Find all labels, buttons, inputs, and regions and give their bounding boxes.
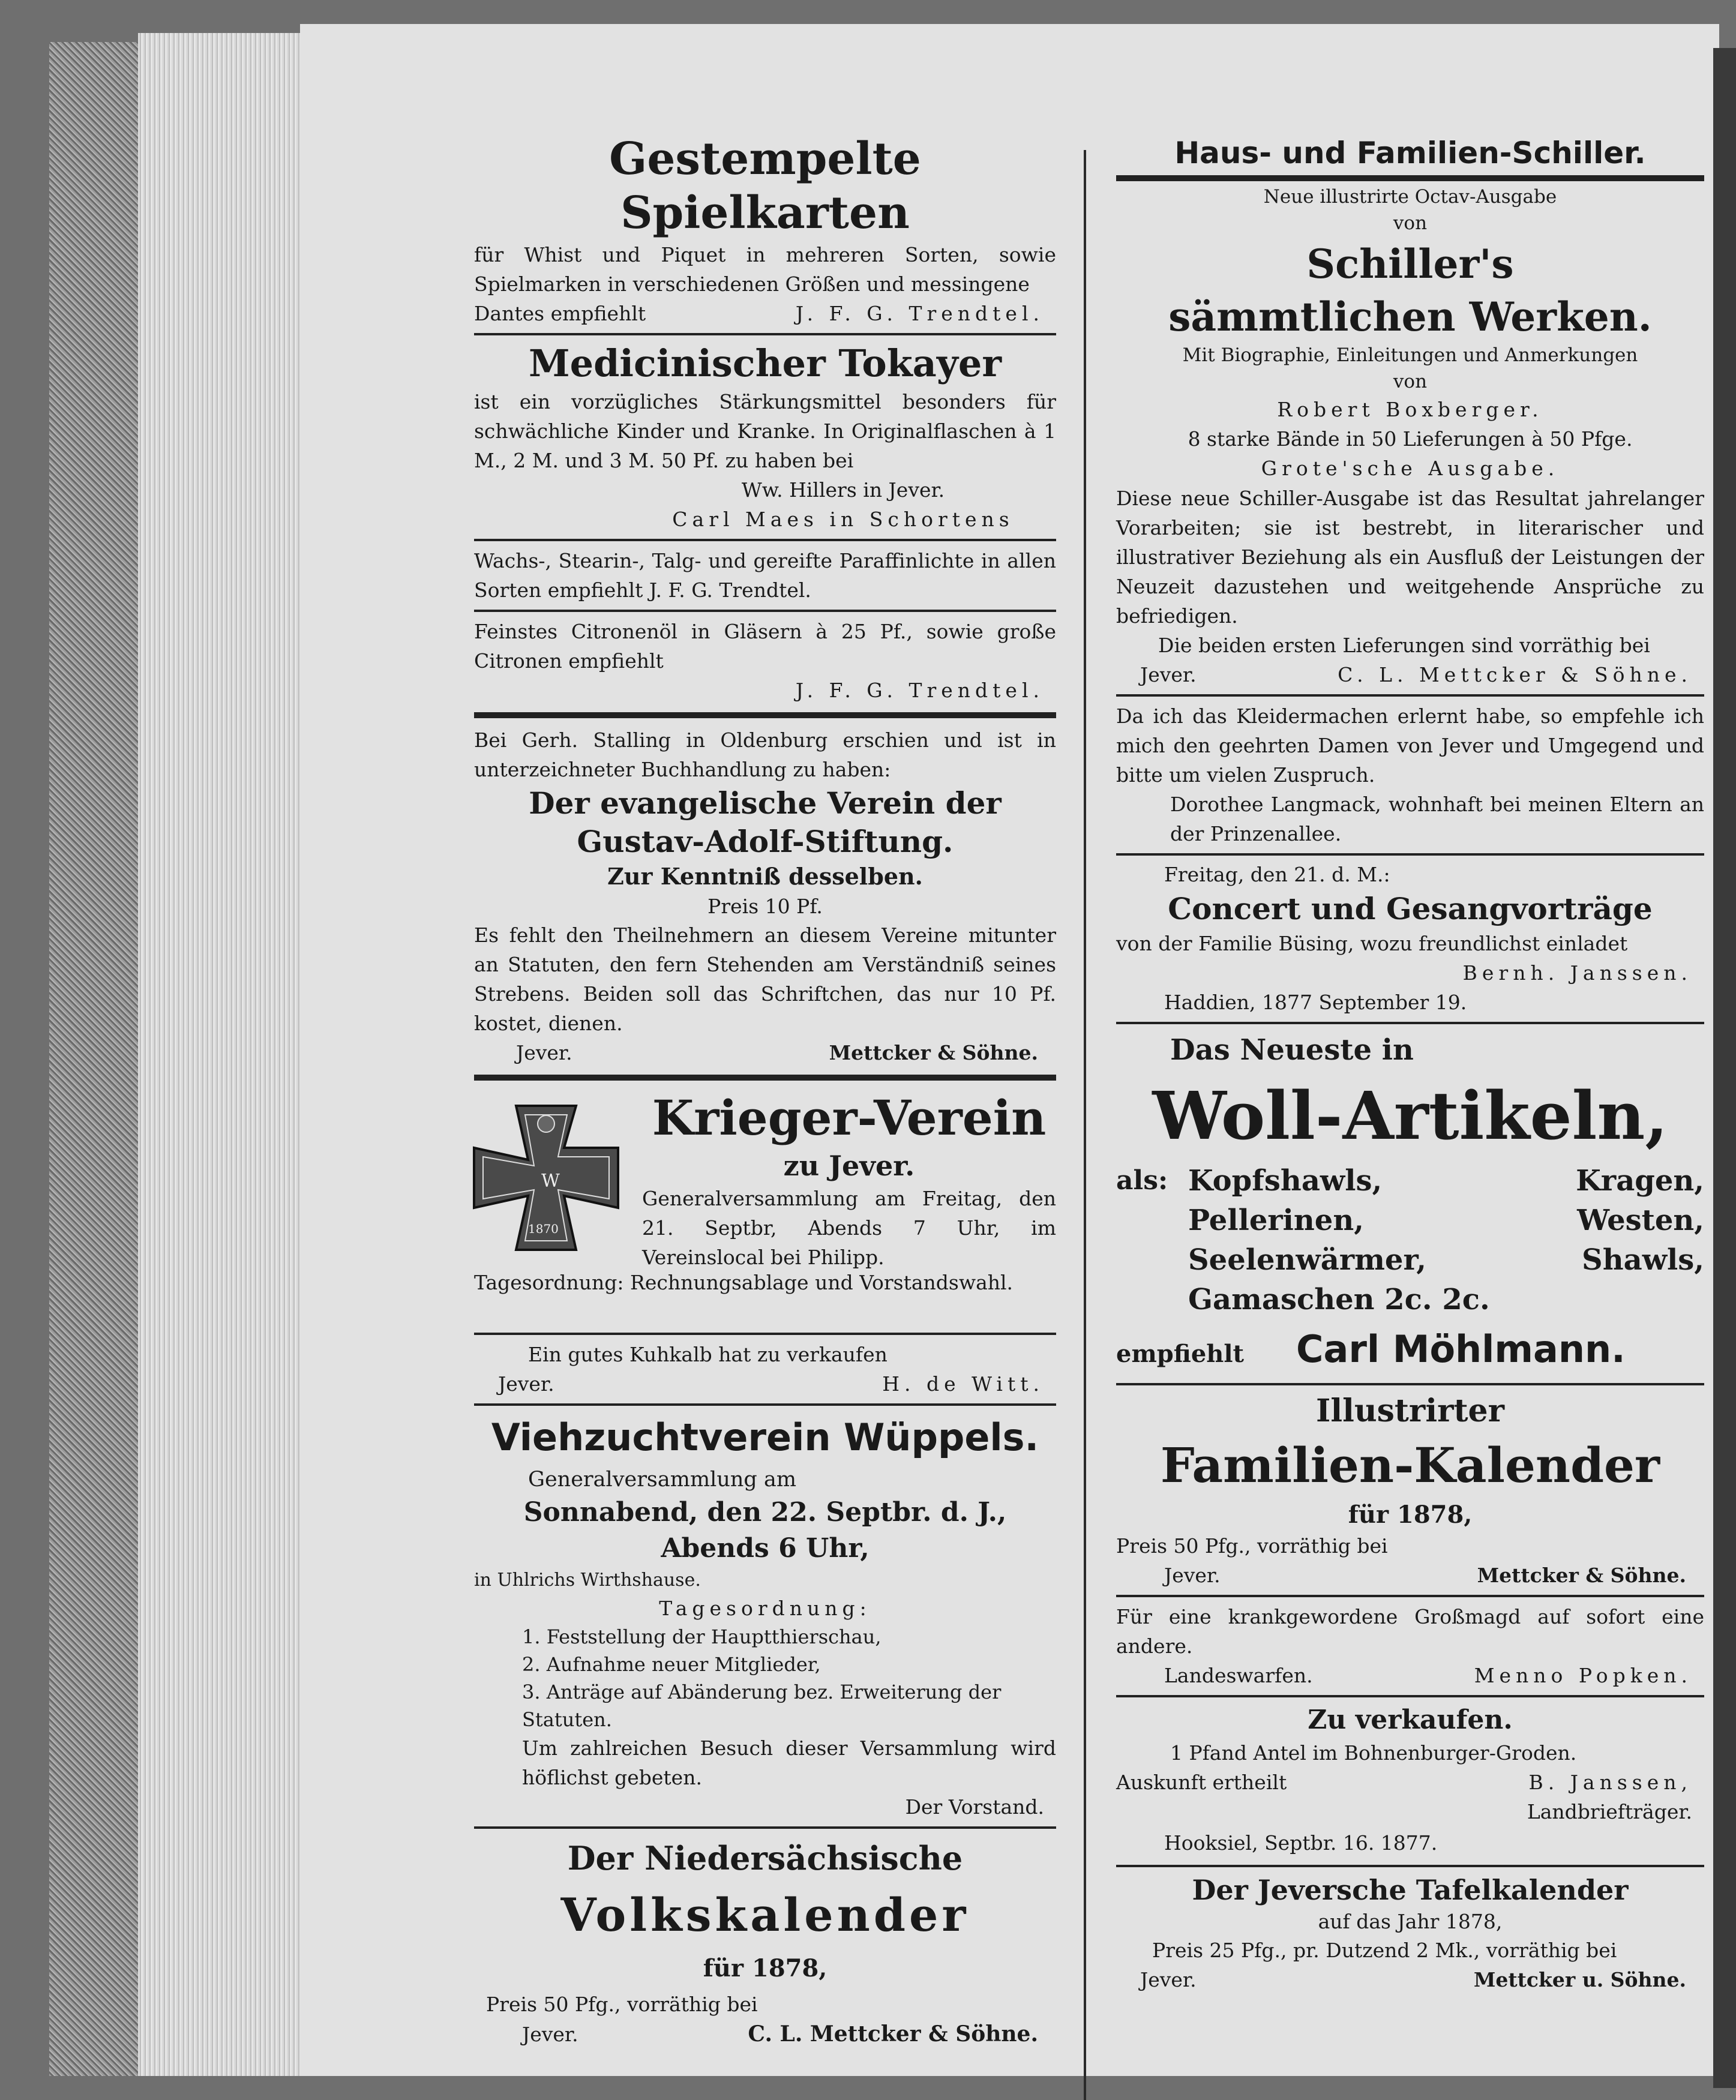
ad-signature: Landbriefträger. bbox=[1527, 1800, 1692, 1823]
ad-zu-verkaufen bbox=[1116, 1702, 1704, 1860]
ad-closing: Um zahlreichen Besuch dieser Versammlung wird höflichst gebeten. bbox=[522, 1736, 1056, 1789]
ad-signature: Der Vorstand. bbox=[905, 1795, 1044, 1819]
ad-line: Das Neueste in bbox=[1170, 1033, 1414, 1067]
ad-kuhkalb bbox=[474, 1340, 1056, 1399]
agenda-item: 1. Feststellung der Hauptthierschau, bbox=[522, 1625, 882, 1648]
cross-year: 1870 bbox=[528, 1222, 559, 1236]
ad-year: für 1878, bbox=[1348, 1501, 1473, 1529]
ad-text: Dantes empfiehlt bbox=[474, 302, 646, 325]
ad-title: Der Niedersächsische bbox=[567, 1839, 963, 1877]
ad-line: 8 starke Bände in 50 Lieferungen à 50 Pfge. bbox=[1188, 427, 1633, 451]
ad-signature: Dorothee Langmack, wohnhaft bei meinen Eltern an der Prinzenallee. bbox=[1170, 793, 1704, 845]
ad-line: Generalversammlung am bbox=[528, 1468, 797, 1492]
divider-rule bbox=[474, 610, 1056, 612]
ad-signature-row bbox=[474, 299, 1056, 328]
agenda-list bbox=[474, 1623, 1056, 1733]
divider-rule-thick bbox=[474, 1075, 1056, 1081]
ad-signature: Mettcker & Söhne. bbox=[1477, 1564, 1686, 1587]
divider-rule bbox=[1116, 1022, 1704, 1024]
ad-title: Familien-Kalender bbox=[1160, 1437, 1660, 1493]
ad-price: Preis 50 Pfg., vorräthig bei bbox=[486, 1993, 758, 2016]
ad-line: auf das Jahr 1878, bbox=[1318, 1910, 1503, 1933]
ad-line: Grote'sche Ausgabe. bbox=[1261, 457, 1560, 480]
ad-price: Preis 10 Pf. bbox=[707, 895, 823, 918]
ad-title: Gestempelte Spielkarten bbox=[609, 133, 921, 239]
ad-place: Landeswarfen. bbox=[1164, 1664, 1313, 1687]
ad-title: Viehzuchtverein Wüppels. bbox=[491, 1415, 1039, 1459]
ad-signature-row bbox=[1116, 1325, 1704, 1378]
ad-kleidermachen bbox=[1116, 701, 1704, 848]
ad-place: Jever. bbox=[522, 2023, 578, 2046]
ad-signature-row bbox=[1116, 1561, 1704, 1590]
ad-signature: J. F. G. Trendtel. bbox=[795, 302, 1044, 325]
ad-line: Abends 6 Uhr, bbox=[661, 1533, 870, 1564]
ad-lichte bbox=[474, 546, 1056, 605]
ad-signature: Mettcker & Söhne. bbox=[829, 1041, 1038, 1064]
divider-rule bbox=[1116, 1865, 1704, 1867]
ad-familien-kalender bbox=[1116, 1390, 1704, 1590]
ad-body: Für eine krankgewordene Großmagd auf sofort eine andere. bbox=[1116, 1605, 1704, 1658]
ad-line: Freitag, den 21. d. M.: bbox=[1164, 863, 1390, 886]
ad-body: Diese neue Schiller-Ausgabe ist das Resultat jahrelanger Vorarbeiten; sie ist bestrebt, in literarischer und illustrativer Beziehung als ein Ausfluß der Leistungen der Neuzeit dazustehen und weitgehende Ansprüche zu befriedigen. bbox=[1116, 487, 1704, 628]
ad-signature: Carl Möhlmann. bbox=[1296, 1327, 1626, 1371]
book-right-edge bbox=[1713, 48, 1736, 2088]
ad-title: Krieger-Verein bbox=[652, 1090, 1047, 1146]
ad-title: sämmtlichen Werken. bbox=[1168, 293, 1652, 340]
ad-signature-row bbox=[1116, 660, 1704, 689]
ad-pre: empfiehlt bbox=[1116, 1340, 1245, 1368]
ad-title: Zu verkaufen. bbox=[1308, 1705, 1513, 1735]
divider-rule bbox=[1116, 1383, 1704, 1385]
ad-body: Da ich das Kleidermachen erlernt habe, so empfehle ich mich den geehrten Damen von Jever und Umgegend und bitte um vielen Zuspruch. bbox=[1116, 704, 1704, 787]
ad-date: Hooksiel, Septbr. 16. 1877. bbox=[1164, 1831, 1438, 1855]
ad-signature: C. L. Mettcker & Söhne. bbox=[748, 2021, 1038, 2047]
right-column bbox=[1116, 132, 1704, 1994]
ad-tafelkalender bbox=[1116, 1872, 1704, 1994]
ad-signature: B. Janssen, bbox=[1528, 1771, 1692, 1794]
ad-text: Auskunft ertheilt bbox=[1116, 1771, 1287, 1794]
ad-line: Neue illustrirte Octav-Ausgabe bbox=[1263, 186, 1557, 208]
ad-place: Jever. bbox=[1140, 1968, 1197, 1991]
ad-signature: C. L. Mettcker & Söhne. bbox=[1338, 663, 1692, 686]
ad-krieger-verein bbox=[474, 1088, 1056, 1328]
ad-signature: Carl Maes in Schortens bbox=[672, 508, 1014, 531]
woll-list bbox=[1116, 1161, 1704, 1319]
ad-body: Preis 25 Pfg., pr. Dutzend 2 Mk., vorräthig bei bbox=[1152, 1939, 1617, 1962]
ad-agenda-title: Tagesordnung: bbox=[659, 1597, 871, 1620]
ad-line: Mit Biographie, Einleitungen und Anmerkungen bbox=[1182, 344, 1638, 366]
ad-line: in Uhlrichs Wirthshause. bbox=[474, 1570, 701, 1591]
ad-title: Medicinischer Tokayer bbox=[529, 341, 1002, 385]
ad-year: für 1878, bbox=[703, 1954, 827, 1982]
ad-place: Jever. bbox=[1164, 1564, 1221, 1587]
ad-body: von der Familie Büsing, wozu freundlichst einladet bbox=[1116, 932, 1628, 955]
ad-body: Generalversammlung am Freitag, den 21. Septbr, Abends 7 Uhr, im Vereinslocal bei Philipp. bbox=[642, 1187, 1056, 1269]
ad-body: Die beiden ersten Lieferungen sind vorräthig bei bbox=[1158, 634, 1650, 657]
ad-line: von bbox=[1393, 371, 1428, 392]
ad-body: Wachs-, Stearin-, Talg- und gereifte Paraffinlichte in allen Sorten empfiehlt J. F. G. Trendtel. bbox=[474, 549, 1056, 602]
ad-signature: Ww. Hillers in Jever. bbox=[741, 478, 945, 502]
column-divider bbox=[1084, 150, 1086, 2100]
agenda-item: 3. Anträge auf Abänderung bez. Erweiterung der Statuten. bbox=[522, 1681, 1002, 1731]
ad-volkskalender bbox=[474, 1834, 1056, 2049]
ad-place: Jever. bbox=[1140, 663, 1197, 686]
ad-date: Haddien, 1877 September 19. bbox=[1164, 991, 1467, 1014]
krieger-text-block bbox=[642, 1088, 1056, 1272]
ad-agenda: Tagesordnung: Rechnungsablage und Vorstandswahl. bbox=[474, 1271, 1014, 1294]
ad-title: Der Jeversche Tafelkalender bbox=[1192, 1874, 1629, 1906]
ad-woll-artikel bbox=[1116, 1029, 1704, 1378]
ad-title: Der evangelische Verein der bbox=[529, 785, 1002, 821]
ad-title: Haus- und Familien-Schiller. bbox=[1174, 136, 1646, 170]
ad-signature-row bbox=[474, 2020, 1056, 2049]
ad-title: Woll-Artikeln, bbox=[1152, 1077, 1668, 1154]
iron-cross-icon bbox=[468, 1100, 624, 1256]
divider-rule-thick bbox=[474, 712, 1056, 718]
page-edges bbox=[138, 33, 312, 2076]
ad-gustav-adolf bbox=[474, 725, 1056, 1067]
divider-rule-thick bbox=[1116, 175, 1704, 181]
ad-body: 1 Pfand Antel im Bohnenburger-Groden. bbox=[1170, 1741, 1577, 1765]
divider-rule bbox=[1116, 1595, 1704, 1597]
ad-signature: Mettcker u. Söhne. bbox=[1473, 1968, 1686, 1991]
ad-place: Jever. bbox=[498, 1372, 554, 1396]
ad-subtitle: Zur Kenntniß desselben. bbox=[607, 863, 923, 890]
ad-signature-row bbox=[474, 1038, 1056, 1067]
ad-title: Concert und Gesangvorträge bbox=[1168, 891, 1653, 926]
ad-schiller bbox=[1116, 132, 1704, 689]
ad-price: Preis 50 Pfg., vorräthig bei bbox=[1116, 1534, 1388, 1558]
divider-rule bbox=[1116, 853, 1704, 856]
ad-signature: H. de Witt. bbox=[882, 1372, 1044, 1396]
divider-rule bbox=[1116, 694, 1704, 697]
cross-letter: W bbox=[541, 1171, 560, 1192]
ad-line: von bbox=[1393, 212, 1428, 234]
ad-signature-row bbox=[474, 1369, 1056, 1399]
divider-rule bbox=[474, 1403, 1056, 1406]
ad-intro: Bei Gerh. Stalling in Oldenburg erschien und ist in unterzeichneter Buchhandlung zu haben: bbox=[474, 728, 1056, 781]
divider-rule bbox=[474, 1333, 1056, 1335]
ad-signature: J. F. G. Trendtel. bbox=[795, 679, 1044, 702]
ad-body: Kopfshawls, Kragen, Pellerinen, Westen, Seelenwärmer, Shawls, Gamaschen 2c. 2c. bbox=[1188, 1164, 1704, 1316]
ad-body: für Whist und Piquet in mehreren Sorten, sowie Spielmarken in verschiedenen Größen und messingene bbox=[474, 243, 1056, 296]
ad-signature-row bbox=[1116, 1965, 1704, 1994]
ad-line: Sonnabend, den 22. Septbr. d. J., bbox=[523, 1497, 1007, 1528]
ad-title: Gustav-Adolf-Stiftung. bbox=[577, 824, 954, 859]
ad-signature-row bbox=[1116, 1768, 1704, 1797]
ad-concert bbox=[1116, 860, 1704, 1017]
ad-body: Ein gutes Kuhkalb hat zu verkaufen bbox=[528, 1343, 888, 1366]
divider-rule bbox=[1116, 1695, 1704, 1697]
ad-signature: Menno Popken. bbox=[1474, 1664, 1692, 1687]
ad-citronen bbox=[474, 617, 1056, 705]
ad-signature-row bbox=[1116, 1661, 1704, 1690]
ad-body: Feinstes Citronenöl in Gläsern à 25 Pf., sowie große Citronen empfiehlt bbox=[474, 620, 1056, 673]
divider-rule bbox=[474, 333, 1056, 335]
left-column bbox=[474, 132, 1056, 2049]
divider-rule bbox=[474, 1826, 1056, 1829]
ad-title: Schiller's bbox=[1306, 241, 1514, 287]
ad-signature: Bernh. Janssen. bbox=[1462, 961, 1692, 985]
ad-author: Robert Boxberger. bbox=[1277, 398, 1543, 421]
ad-grossmagd bbox=[1116, 1602, 1704, 1690]
ad-title: Volkskalender bbox=[560, 1888, 970, 1942]
ad-spielkarten bbox=[474, 132, 1056, 328]
ad-subtitle: zu Jever. bbox=[783, 1150, 915, 1182]
ad-body: Es fehlt den Theilnehmern an diesem Vereine mitunter an Statuten, den fern Stehenden am Verständniß seines Strebens. Beiden soll das Schriftchen, das nur 10 Pf. kostet, dienen. bbox=[474, 923, 1056, 1035]
divider-rule bbox=[474, 539, 1056, 541]
ad-line: Illustrirter bbox=[1316, 1393, 1504, 1429]
ad-tokayer bbox=[474, 340, 1056, 534]
ad-place: Jever. bbox=[516, 1041, 572, 1064]
ad-viehzuchtverein bbox=[474, 1411, 1056, 1822]
ad-body: ist ein vorzügliches Stärkungsmittel besonders für schwächliche Kinder und Kranke. In Originalflaschen à 1 M., 2 M. und 3 M. 50 Pf. zu haben bei bbox=[474, 390, 1056, 472]
agenda-item: 2. Aufnahme neuer Mitglieder, bbox=[522, 1653, 821, 1676]
ad-lead: als: bbox=[1116, 1165, 1168, 1196]
